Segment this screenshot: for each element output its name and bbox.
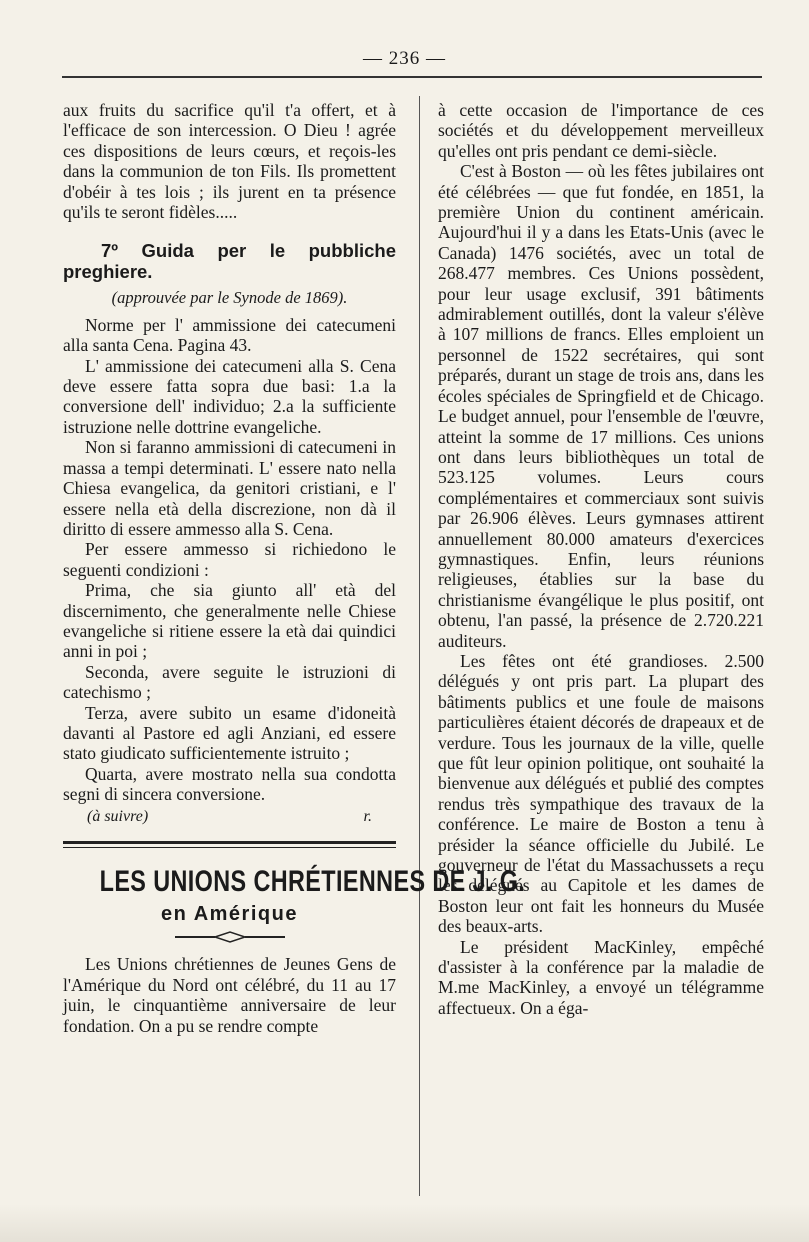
section-note: (approuvée par le Synode de 1869). xyxy=(111,288,348,308)
article-rule-thick xyxy=(63,841,396,844)
continued-label: (à suivre) xyxy=(87,807,149,825)
right-column xyxy=(438,100,764,1018)
column-divider xyxy=(419,96,420,1196)
header-rule xyxy=(62,76,762,78)
paragraph: Prima, che sia giunto all' età del discernimento, che generalmente nelle Chiese evangeliche si ritiene essere la età dai quindici anni in poi ; xyxy=(63,580,396,662)
paragraph: Le président MacKinley, empêché d'assister à la conférence par la maladie de M.me MacKinley, a envoyé un télégramme affectueux. On a éga- xyxy=(438,936,764,1018)
paragraph: C'est à Boston — où les fêtes jubilaires ont été célébrées — que fut fondée, en 1851, la première Union du continent américain. Aujourd'hui il y a dans les Etats-Unis (avec le Canada) 1476 sociétés, avec un total de 268.477 membres. Ces Unions possèdent, pour leur usage exclusif, 391 bâtiments admirablement outillés, dont la valeur s'élève à 107 millions de francs. Elles emploient un personnel de 1522 secrétaires, qui sont préparés, durant un stage de trois ans, dans les écoles spéciales de Springfield et de Chicago. Le budget annuel, pour l'ensemble de l'œuvre, atteint la somme de 17 millions. Ces unions ont dans leurs bibliothèques un total de 523.125 volumes. Leurs cours complémentaires et commerciaux sont suivis par 26.906 élèves. Leurs gymnases attirent annuellement 80.000 amateurs d'exercices gymnastiques. Enfin, leurs réunions religieuses, établies sur la base du christianisme évangélique le plus positif, ont obtenu, l'an passé, la présence de 2.720.221 auditeurs. xyxy=(438,161,764,651)
article-rule-thin xyxy=(63,847,396,848)
article-paragraph: Les Unions chrétiennes de Jeunes Gens de l'Amérique du Nord ont célébré, du 11 au 17 juin, le cinquantième anniversaire de leur fondation. On a pu se rendre compte xyxy=(63,954,396,1036)
paragraph: Per essere ammesso si richiedono le seguenti condizioni : xyxy=(63,539,396,580)
section-heading: 7º Guida per le pubbliche preghiere. xyxy=(63,240,396,283)
continued-line xyxy=(63,807,396,827)
paragraph: Les fêtes ont été grandioses. 2.500 délégués y ont pris part. La plupart des bâtiments publics et une foule de maisons particulières étaient décorés de drapeaux et de verdure. Tous les journaux de la ville, quelle que fût leur opinion politique, ont souhaité la bienvenue aux délégués et publié des comptes rendus très sympathique des travaux de la conférence. Le maire de Boston a tenu à présider la séance officielle du Jubilé. Le gouverneur de l'état du Massachussets a reçu les délégués au Capitole et les dames de Boston leur ont fait les honneurs du Musée des beaux-arts. xyxy=(438,650,764,937)
article-title: LES UNIONS CHRÉTIENNES DE J. G. xyxy=(99,865,526,898)
signature: r. xyxy=(363,807,372,825)
paragraph: Norme per l' ammissione dei catecumeni alla santa Cena. Pagina 43. xyxy=(63,314,396,356)
intro-paragraph: aux fruits du sacrifice qu'il t'a offert, et à l'efficace de son intercession. O Dieu ! agrée ces dispositions de leurs cœurs, et reçois-les dans la communion de ton Fils. Ils promettent d'obéir à tes lois ; ils jurent en ta présence qu'ils te seront fidèles..... xyxy=(63,100,396,223)
page-number: — 236 — xyxy=(363,48,446,69)
paragraph: Terza, avere subito un esame d'idoneità davanti al Pastore ed agli Anziani, ed essere stato giudicato sufficientemente istruito ; xyxy=(63,702,396,764)
paragraph: Quarta, avere mostrato nella sua condotta segni di sincera conversione. xyxy=(63,763,396,805)
paragraph: à cette occasion de l'importance de ces sociétés et du développement merveilleux qu'elles ont pris pendant ce demi-siècle. xyxy=(438,100,764,161)
paragraph: Non si faranno ammissioni di catecumeni in massa a tempi determinati. L' essere nato nella Chiesa evangelica, da genitori cristiani, e l' essere nella età della discrezione, non dà il diritto di essere ammesso alla S. Cena. xyxy=(63,437,396,539)
page-bottom-edge xyxy=(0,1204,809,1242)
paragraph: L' ammissione dei catecumeni alla S. Cena deve essere fatta sopra due basi: 1.a la conversione dell' individuo; 2.a la sufficiente istruzione nelle dottrine evangeliche. xyxy=(63,355,396,437)
paragraph: Seconda, avere seguite le istruzioni di catechismo ; xyxy=(63,661,396,703)
ornament-divider-icon xyxy=(175,930,285,944)
article-subtitle: en Amérique xyxy=(161,903,298,925)
left-column xyxy=(63,100,526,1036)
